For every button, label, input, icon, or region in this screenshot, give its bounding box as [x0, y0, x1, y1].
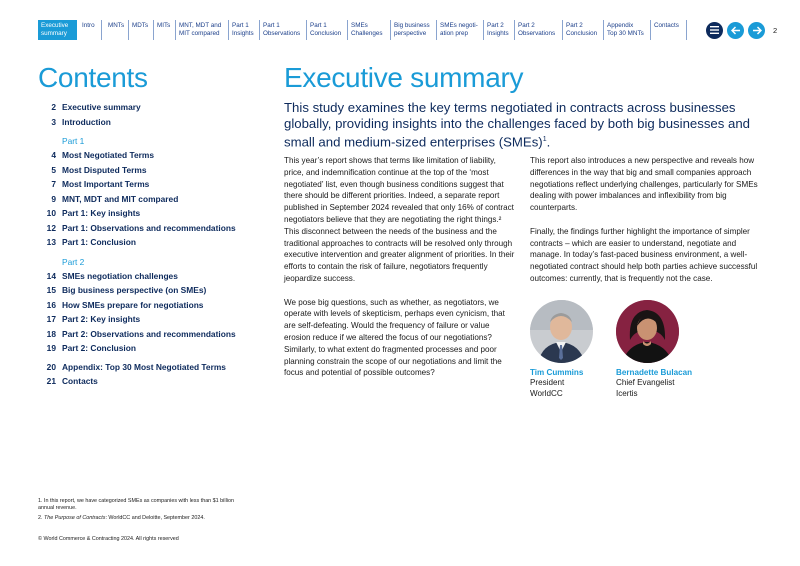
toc-item[interactable]: 2 Executive summary	[51, 102, 141, 112]
person-org: Icertis	[616, 388, 638, 398]
tab-mits[interactable]: MITs	[154, 20, 176, 40]
toc-item[interactable]: 5 Most Disputed Terms	[51, 164, 147, 175]
top-nav	[38, 20, 687, 40]
paragraph: This year’s report shows that terms like limitation of liability, price, and indemnification continue at the top of the ‘most negotiated’ list, even though business conditions suggest that there should be different priorities. Indeed, a separate report published in September 2024 revealed that only 16% of contract negotiators believe that they are negotiating the right things.² This disconnect between the needs of the business and the traditional approaches to contracts will be resolved only through executive intervention and greater alignment of priorities. In their efforts to contain the risk of failure, negotiators frequently jeopardize success.	[284, 156, 515, 283]
table-of-contents	[38, 100, 278, 389]
signatory-tim-cummins	[530, 300, 620, 399]
person-title: President	[530, 378, 565, 387]
tab-part2-conclusion[interactable]: Part 2 Conclusion	[563, 20, 604, 40]
next-page-button[interactable]	[748, 22, 765, 39]
body-column-left	[284, 155, 516, 391]
menu-button[interactable]	[706, 22, 723, 39]
avatar	[616, 300, 679, 363]
tab-smes-negotiation-prep[interactable]: SMEs negoti- ation prep	[437, 20, 484, 40]
nav-controls	[706, 20, 777, 40]
lead-paragraph: This study examines the key terms negotiated in contracts across businesses globally, providing insights into the challenges faced by both big businesses and small and medium-sized enterprises (SMEs)$^1$.	[284, 100, 751, 150]
body-column-right	[530, 155, 760, 297]
tab-big-business-perspective[interactable]: Big business perspective	[391, 20, 437, 40]
tab-part2-observations[interactable]: Part 2 Observations	[515, 20, 563, 40]
toc-item[interactable]: 13 Part 1: Conclusion	[46, 237, 136, 247]
arrow-left-icon	[731, 26, 741, 35]
tab-smes-challenges[interactable]: SMEs Challenges	[348, 20, 391, 40]
footnote-1: 1. In this report, we have categorized SMEs as companies with less than $1 billion annual revenue.	[38, 498, 234, 512]
avatar	[530, 300, 593, 363]
tab-contacts[interactable]: Contacts	[651, 20, 687, 40]
footnotes	[38, 498, 238, 526]
toc-item[interactable]: 15 Big business perspective (on SMEs)	[46, 285, 207, 295]
toc-item[interactable]: 7 Most Important Terms	[51, 179, 150, 189]
toc-item[interactable]: 14 SMEs negotiation challenges	[46, 270, 178, 281]
toc-section-part2: Part 2	[62, 256, 85, 267]
toc-item[interactable]: 18 Part 2: Observations and recommendations	[46, 328, 236, 339]
copyright: © World Commerce & Contracting 2024. All rights reserved	[38, 536, 179, 542]
toc-item[interactable]: 21 Contacts	[46, 376, 98, 386]
toc-item[interactable]: 16 How SMEs prepare for negotiations	[46, 299, 204, 310]
toc-item[interactable]: 4 Most Negotiated Terms	[51, 150, 154, 160]
page-number: 2	[773, 25, 778, 35]
person-title: Chief Evangelist	[616, 378, 675, 387]
tab-part1-conclusion[interactable]: Part 1 Conclusion	[307, 20, 348, 40]
arrow-right-icon	[752, 26, 762, 35]
tab-mdts[interactable]: MDTs	[129, 20, 154, 40]
person-org: WorldCC	[530, 388, 563, 398]
tab-part1-insights[interactable]: Part 1 Insights	[229, 20, 260, 40]
tab-appendix[interactable]: Appendix Top 30 MNTs	[604, 20, 651, 40]
tab-mnts[interactable]: MNTs	[105, 20, 129, 40]
page-title: Executive summary	[284, 62, 524, 93]
person-name: Tim Cummins	[530, 368, 584, 377]
paragraph: Finally, the findings further highlight the importance of simpler contracts – which are easier to understand, negotiate and manage. In today’s fast-paced business environment, a well-negotiated contract should help both parties achieve successful outcomes: currently, that is frequently not the case.	[530, 226, 758, 283]
toc-item[interactable]: 10 Part 1: Key insights	[46, 208, 141, 218]
tab-part1-observations[interactable]: Part 1 Observations	[260, 20, 307, 40]
paragraph: This report also introduces a new perspective and reveals how differences in the way that big and small companies approach negotiations reflect underlying challenges, particularly for SMEs dealing with power imbalances and inflexibility from big counterparts.	[530, 156, 758, 213]
toc-item[interactable]: 9 MNT, MDT and MIT compared	[51, 193, 179, 204]
contents-title: Contents	[38, 62, 148, 93]
tab-part2-insights[interactable]: Part 2 Insights	[484, 20, 515, 40]
tab-mnt-mdt-mit-compared[interactable]: MNT, MDT and MIT compared	[176, 20, 229, 40]
signatory-bernadette-bulacan	[616, 300, 706, 399]
person-name: Bernadette Bulacan	[616, 368, 693, 377]
hamburger-menu-icon	[710, 26, 719, 34]
toc-item[interactable]: 3 Introduction	[51, 116, 111, 127]
footnote-2: 2. The Purpose of Contracts: WorldCC and Deloitte, September 2024.	[38, 515, 205, 522]
paragraph: We pose big questions, such as whether, as negotiators, we operate with levels of skepticism, perhaps even cynicism, that are self-defeating. Would the frequency of failure or value erosion reduce if we altered the focus of our negotiations? Similarly, to what extent do fragmented processes and poor planning constrain the scope of our negotiations and limit the focus and potential of possible outcomes?	[284, 297, 505, 378]
tab-intro[interactable]: Intro	[79, 20, 102, 40]
toc-item[interactable]: 17 Part 2: Key insights	[46, 314, 141, 324]
tab-executive-summary[interactable]: Executive summary	[38, 20, 77, 40]
toc-item[interactable]: 12 Part 1: Observations and recommendations	[46, 222, 236, 233]
toc-item[interactable]: 20 Appendix: Top 30 Most Negotiated Terms	[46, 361, 226, 372]
toc-section-part1: Part 1	[62, 136, 85, 146]
toc-item[interactable]: 19 Part 2: Conclusion	[46, 343, 136, 353]
prev-page-button[interactable]	[727, 22, 744, 39]
